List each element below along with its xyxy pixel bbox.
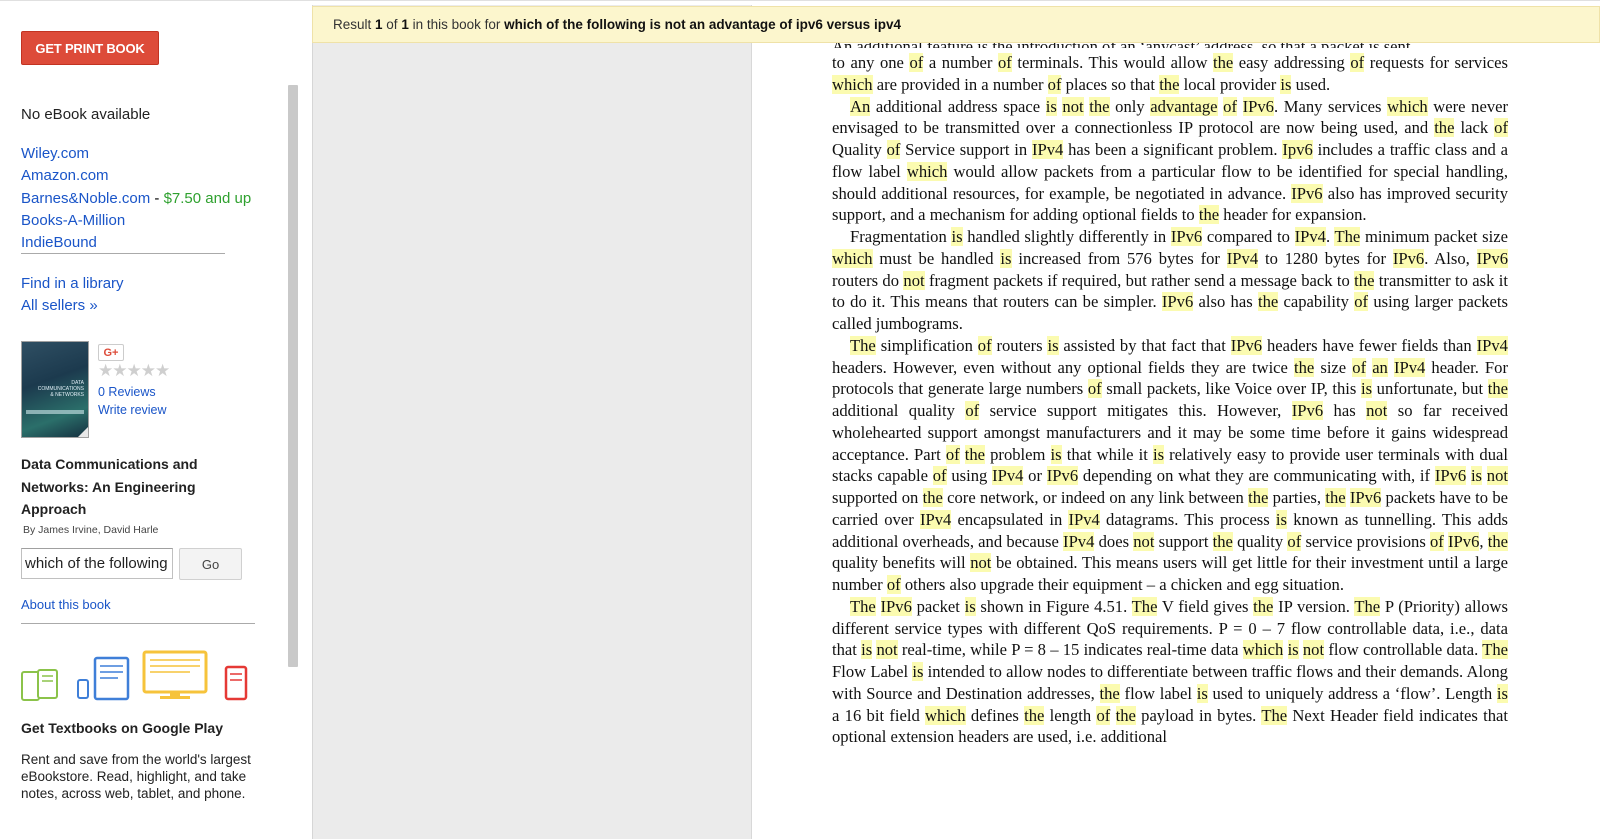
tablet-blue-icon (78, 658, 128, 699)
promo-title: Get Textbooks on Google Play (21, 720, 223, 736)
search-term-highlight: is (1275, 509, 1287, 529)
reviews-links (98, 383, 167, 419)
result-current: 1 (375, 17, 383, 32)
search-term-highlight: The (1261, 705, 1288, 725)
search-result-bar (312, 6, 1600, 43)
cover-band (26, 410, 84, 414)
search-term-highlight: IPv4 (919, 509, 952, 529)
search-term-highlight: the (1354, 270, 1375, 290)
search-term-highlight: not (1302, 640, 1325, 660)
book-cover-thumbnail[interactable] (21, 341, 89, 438)
search-term-highlight: IPv4 (1476, 335, 1508, 355)
about-divider (21, 623, 255, 624)
search-term-highlight: of (1223, 96, 1237, 116)
search-term-highlight: advantage (1150, 96, 1218, 116)
paragraph: An additional address space is not the only advantage of IPv6. Many services which were never envisaged to be transmitted over a connectionless IP protocol are now being used, and the lack of Quality of Service support in IPv4 has been a significant problem. Ipv6 includes a traffic class and a flow label which would allow packets from a particular flow to be identified for special handling, should additional resources, for example, be negotiated in advance. IPv6 also has improved security support, and a mechanism for adding optional fields to the header for expansion. (832, 96, 1509, 225)
phone-green-icon (22, 670, 57, 700)
search-term-highlight: the (1024, 705, 1045, 725)
search-term-highlight: The (1334, 227, 1361, 246)
search-term-highlight: the (1089, 96, 1110, 116)
search-term-highlight: IPv6 (880, 596, 912, 616)
cover-page-curl (78, 427, 88, 437)
seller-link-books-a-million[interactable]: Books-A-Million (21, 211, 126, 229)
search-term-highlight: the (1325, 488, 1346, 507)
search-term-highlight: IPv6 (1291, 183, 1323, 203)
search-term-highlight: the (1159, 74, 1180, 94)
result-of: of (382, 17, 402, 32)
paragraph: to any one of a number of terminals. This would allow the easy addressing of requests for services which are provided in a number of places so that the local provider is used. (832, 53, 1508, 94)
search-term-highlight: of (886, 140, 901, 159)
search-term-highlight: of (886, 575, 901, 594)
search-term-highlight: The (850, 335, 876, 355)
search-term-highlight: the (1487, 379, 1508, 399)
search-term-highlight: not (903, 270, 925, 290)
price-separator: - (150, 189, 164, 207)
search-term-highlight: which (1387, 96, 1428, 116)
search-term-highlight: IPv6 (1448, 531, 1480, 551)
search-term-highlight: not (876, 640, 898, 660)
search-term-highlight: IPv6 (1349, 488, 1382, 507)
search-term-highlight: the (1253, 596, 1274, 616)
search-term-highlight: IPv4 (1068, 509, 1100, 529)
search-term-highlight: of (965, 401, 980, 420)
search-term-highlight: which (832, 74, 873, 94)
library-links (21, 273, 124, 318)
result-prefix: Result (333, 17, 376, 32)
book-title: Data Communications and Networks: An Engineering Approach (21, 456, 198, 517)
paragraph: The IPv6 packet is shown in Figure 4.51. The V field gives the IP version. The P (Priority) allows different service types with different QoS requirements. P = 0 – 7 flow controllable data, i.e., data that is not real-time, while P = 8 – 15 indicates real-time data which is not flow controllable data. The Flow Label is intended to allow nodes to differentiate between traffic flows and their demands. Along with Source and Destination addresses, the flow label is used to uniquely address a ‘flow’. Length is a 16 bit field which defines the length of the payload in bytes. The Next Header field indicates that optional extension headers are used, i.e. additional (832, 596, 1509, 747)
search-term-highlight: The (1131, 596, 1158, 616)
search-term-highlight: of (1429, 531, 1444, 551)
page-text (832, 52, 1508, 748)
search-term-highlight: not (1133, 531, 1155, 551)
search-term-highlight: IPv4 (1393, 357, 1426, 377)
search-term-highlight: is (1000, 248, 1012, 268)
search-term-highlight: IPv6 (1230, 335, 1263, 355)
cover-title: DATA COMMUNICATIONS & NETWORKS (37, 380, 84, 398)
search-term-highlight: is (861, 640, 873, 660)
search-term-highlight: is (964, 596, 976, 616)
all-sellers-link[interactable]: All sellers » (21, 297, 98, 315)
seller-divider (21, 253, 225, 254)
seller-link-barnes-noble[interactable]: Barnes&Noble.com (21, 189, 151, 207)
search-term-highlight: the (1115, 705, 1136, 725)
seller-list (21, 143, 251, 254)
book-viewer (312, 5, 1600, 839)
search-term-highlight: IPv4 (1031, 140, 1064, 159)
phone-red-icon (226, 667, 246, 699)
desktop-yellow-icon (144, 652, 206, 699)
search-term-highlight: of (1047, 74, 1062, 94)
paragraph: Fragmentation is handled slightly differently in IPv6 compared to IPv4. The minimum packet size which must be handled is increased from 576 bytes for IPv4 to 1280 bytes for IPv6. Also, IPv6 routers do not fragment packets if required, but rather send a message back to the transmitter to ask it to do it. This means that routers can be simpler. IPv6 also has the capability of using larger packets called jumbograms. (832, 227, 1508, 333)
search-term-highlight: is (1287, 640, 1299, 660)
sidebar (0, 5, 300, 839)
search-term-highlight: which (906, 161, 948, 181)
search-term-highlight: of (997, 53, 1012, 72)
search-term-highlight: the (1487, 531, 1509, 551)
search-term-highlight: is (1360, 379, 1373, 399)
search-term-highlight: of (977, 335, 992, 355)
search-term-highlight: the (1248, 488, 1269, 507)
search-term-highlight: The (1354, 596, 1381, 616)
search-term-highlight: of (1352, 357, 1367, 377)
search-term-highlight: not (1486, 466, 1508, 486)
find-in-library-link[interactable]: Find in a library (21, 275, 124, 292)
search-term-highlight: is (1496, 683, 1508, 703)
search-term-highlight: is (1280, 74, 1292, 94)
devices-illustration (20, 650, 250, 702)
search-term-highlight: IPv6 (1242, 96, 1274, 116)
search-term-highlight: not (1366, 401, 1388, 420)
seller-link-wiley[interactable]: Wiley.com (21, 145, 90, 162)
no-ebook-label: No eBook available (21, 106, 151, 123)
search-term-highlight: The (1482, 640, 1508, 660)
search-term-highlight: IPv4 (1226, 248, 1259, 268)
search-term-highlight: the (922, 488, 943, 507)
search-term-highlight: the (1294, 357, 1315, 377)
seller-price: $7.50 and up (163, 189, 252, 207)
search-term-highlight: is (1470, 466, 1483, 486)
search-in-book-input[interactable] (21, 548, 173, 579)
search-term-highlight: is (1045, 96, 1057, 116)
search-term-highlight: IPv6 (1046, 466, 1079, 486)
search-term-highlight: IPv6 (1170, 227, 1203, 246)
search-term-highlight: IPv6 (1476, 248, 1508, 268)
search-term-highlight: is (1047, 335, 1059, 355)
search-term-highlight: is (1152, 444, 1165, 464)
search-term-highlight: of (945, 444, 960, 464)
reviews-count-link[interactable]: 0 Reviews (98, 385, 156, 399)
search-term-highlight: the (1198, 205, 1220, 225)
search-term-highlight: the (1212, 53, 1234, 72)
search-term-highlight: Ipv6 (1282, 140, 1313, 159)
seller-link-amazon[interactable]: Amazon.com (21, 167, 109, 185)
search-term-highlight: the (1099, 683, 1120, 703)
search-term-highlight: IPv6 (1161, 292, 1194, 312)
search-term-highlight: IPv4 (1063, 531, 1095, 551)
search-term-highlight: the (1257, 292, 1279, 312)
search-term-highlight: of (932, 466, 947, 486)
result-total: 1 (401, 17, 409, 32)
search-term-highlight: IPv4 (1294, 227, 1326, 246)
rating-stars: ★★★★★ (98, 361, 170, 380)
paragraph: The simplification of routers is assisted by that fact that IPv6 headers have fewer fields than IPv4 headers. However, even without any optional fields they are twice the size of an IPv4 header. For protocols that generate large numbers of small packets, like Voice over IP, this is unfortunate, but the additional quality of service support mitigates this. However, IPv6 has not so far received wholehearted support amongst manufacturers and it may be some time before it gains widespread acceptance. Part of the problem is that while it is relatively easy to provide user terminals with dual stacks capable of using IPv4 or IPv6 depending on what they are communicating with, if IPv6 is not supported on the core network, or indeed on any link between the parties, the IPv6 packets have to be carried over IPv4 encapsulated in IPv4 datagrams. This process is known as tunnelling. This adds additional overheads, and because IPv4 does not support the quality of service provisions of IPv6, the quality benefits will not be obtained. This means users will get little for their investment until a large number of others also upgrade their equipment – a chicken and egg situation. (832, 335, 1509, 594)
search-term-highlight: which (1242, 640, 1284, 660)
search-term-highlight: IPv6 (1392, 248, 1425, 268)
search-term-highlight: An (850, 96, 871, 116)
search-term-highlight: the (1212, 531, 1233, 551)
search-term-highlight: IPv6 (1291, 401, 1324, 420)
search-term-highlight: is (912, 662, 924, 681)
search-term-highlight: The (850, 596, 876, 616)
write-review-link[interactable]: Write review (98, 403, 167, 417)
search-term-highlight: which (832, 248, 873, 268)
search-term-highlight: of (1354, 292, 1369, 312)
search-term-highlight: of (1087, 379, 1102, 399)
search-term-highlight: of (1096, 705, 1111, 725)
sidebar-scrollbar[interactable] (288, 85, 298, 667)
promo-text: Rent and save from the world's largest eBookstore. Read, highlight, and take notes, across web, tablet, and phone. (21, 752, 251, 801)
search-term-highlight: IPv6 (1434, 466, 1467, 486)
search-term-highlight: of (1287, 531, 1302, 551)
search-term-highlight: is (951, 227, 963, 246)
result-middle: in this book for (408, 17, 505, 32)
result-query: which of the following is not an advantage of ipv6 versus ipv4 (504, 17, 901, 32)
search-term-highlight: is (1050, 444, 1062, 464)
book-page (751, 5, 1600, 839)
search-term-highlight: the (1434, 118, 1455, 138)
search-term-highlight: is (1196, 683, 1208, 703)
go-button[interactable]: Go (179, 548, 242, 580)
search-term-highlight: not (970, 553, 992, 573)
search-term-highlight: which (925, 705, 966, 725)
search-term-highlight: the (964, 444, 986, 464)
search-term-highlight: of (909, 53, 924, 72)
search-term-highlight: of (1350, 53, 1365, 72)
search-term-highlight: not (1062, 96, 1084, 116)
google-plus-button[interactable]: G+ (98, 344, 124, 361)
search-term-highlight: IPv4 (992, 466, 1024, 486)
seller-link-indiebound[interactable]: IndieBound (21, 234, 97, 252)
book-authors: By James Irvine, David Harle (23, 524, 159, 536)
get-print-book-button[interactable]: GET PRINT BOOK (21, 31, 159, 65)
about-this-book-link[interactable]: About this book (21, 597, 111, 612)
search-term-highlight: an (1372, 357, 1388, 377)
search-term-highlight: of (1494, 118, 1508, 138)
